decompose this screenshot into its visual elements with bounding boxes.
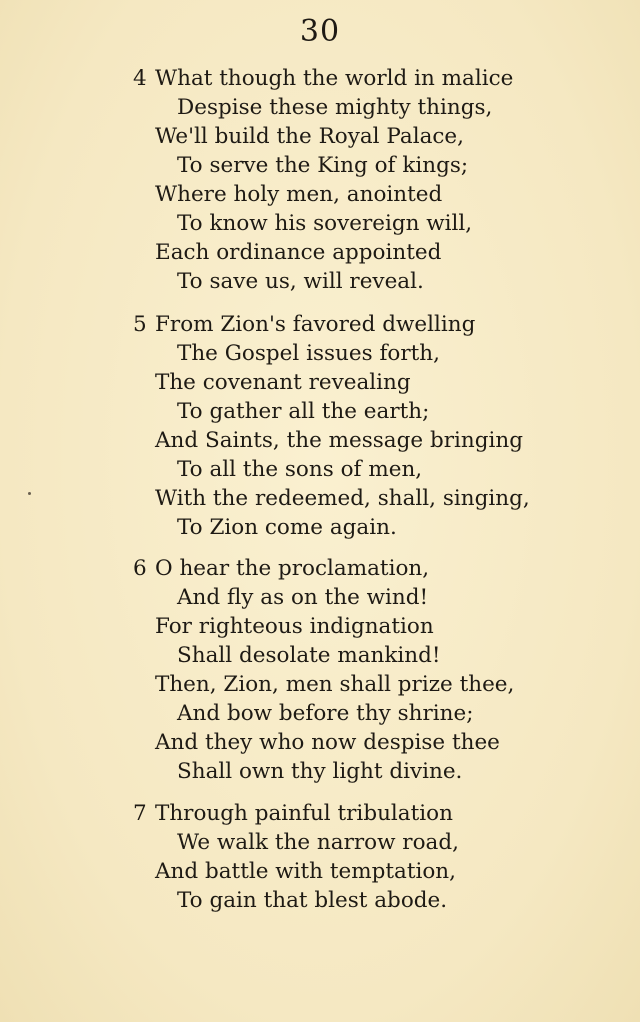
- verse-line: With the redeemed, shall, singing,: [155, 486, 530, 511]
- verse-line: Shall own thy light divine.: [177, 759, 463, 784]
- verse-line: For righteous indignation: [155, 614, 434, 639]
- verse-line: To Zion come again.: [177, 515, 397, 540]
- verse-line: To serve the King of kings;: [177, 153, 469, 178]
- verse-line: And fly as on the wind!: [177, 585, 429, 610]
- verse-line: The Gospel issues forth,: [177, 341, 440, 366]
- verse-line: Despise these mighty things,: [177, 95, 493, 120]
- verse-line: We walk the narrow road,: [177, 830, 459, 855]
- verse-line: To gain that blest abode.: [177, 888, 448, 913]
- verse-line: To all the sons of men,: [177, 457, 423, 482]
- verse-line: Shall desolate mankind!: [177, 643, 441, 668]
- verse-line: And battle with temptation,: [155, 859, 456, 884]
- stanza-number: 4: [133, 66, 147, 91]
- verse-line: To save us, will reveal.: [177, 269, 424, 294]
- verse-line: 7 Through painful tribulation: [133, 801, 453, 826]
- verse-line: Each ordinance appointed: [155, 240, 442, 265]
- stanza-number: 7: [133, 801, 147, 826]
- verse-line: And they who now despise thee: [155, 730, 500, 755]
- page-number: 30: [299, 14, 341, 49]
- verse-line: 4 What though the world in malice: [133, 66, 514, 91]
- verse-line: The covenant revealing: [155, 370, 411, 395]
- verse-line: To know his sovereign will,: [177, 211, 473, 236]
- verse-line: To gather all the earth;: [177, 399, 430, 424]
- stanza-number: 6: [133, 556, 147, 581]
- paper-speck: [28, 492, 31, 495]
- verse-line: 6 O hear the proclamation,: [133, 556, 430, 581]
- verse-line: Then, Zion, men shall prize thee,: [155, 672, 515, 697]
- verse-line: 5 From Zion's favored dwelling: [133, 312, 476, 337]
- verse-line: And bow before thy shrine;: [177, 701, 474, 726]
- verse-line: And Saints, the message bringing: [155, 428, 523, 453]
- verse-line: We'll build the Royal Palace,: [155, 124, 464, 149]
- stanza-number: 5: [133, 312, 147, 337]
- verse-line: Where holy men, anointed: [155, 182, 443, 207]
